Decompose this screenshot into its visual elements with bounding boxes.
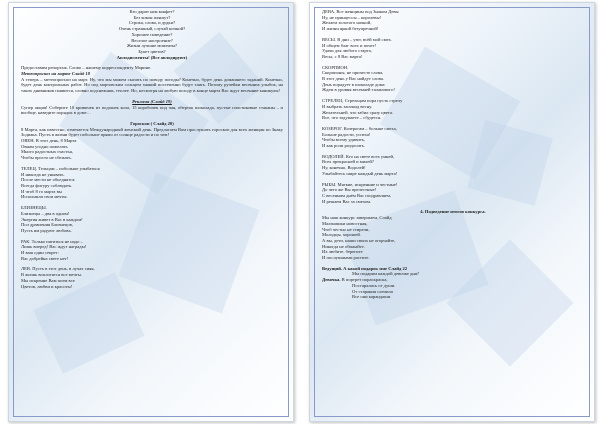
cancer-line: Вас добрейна свете нет! — [21, 255, 69, 261]
leo-line: Мы искренне Вам поем все — [21, 277, 75, 283]
cancer-line: РАК. Только пятиться не надо – — [21, 238, 83, 244]
taurus-line: После мести не обьеднятся — [21, 177, 75, 183]
taurus-line: И никогда не унывать. — [21, 171, 65, 177]
sagittarius-line: Желательней, что забил сразу цвета. — [322, 109, 394, 115]
weather-text: А теперь – метеопрогноз на март. Ну, что мы можем сказать по поводу погоды? Конечно, будет день домашнего заданий. Конечно, будет день контрольных работ. Но под мартовским солнцем знаний постепенно будут таять. Потому ручейки весенних улыбок, на таких днивников появится, словно подснежник, теплее. Но, несмотря на любую погоду в конце марта Вас ждут весенние каникулы! — [21, 76, 283, 94]
adv-heading: Реклама (Слайд 19) — [132, 98, 172, 104]
right-page-content — [322, 9, 584, 415]
contest-line: Никогда не обижайте. — [322, 243, 365, 249]
lead-subline: Мы подарим каждой девочке дня? — [352, 271, 419, 277]
contest-line: Молодцы, хорошей. — [322, 232, 362, 238]
aries-line: Чтобы просто не сбежать. — [21, 155, 72, 161]
cancer-line: И ваш один секрет: — [21, 250, 59, 256]
left-page — [8, 2, 294, 422]
taurus-line: ТЕЛЕЦ. Тельцам – побольше улыбаться — [21, 165, 100, 171]
lead-heading: Ведущий. А какой подарок мне Слайд 22 — [322, 265, 408, 271]
girl-line: Постарались от души. — [352, 282, 396, 288]
pisces-line: РЫБЫ. Мягкие, искренние и честные! — [322, 181, 398, 187]
virgo-line: И жизни яркой безупречной! — [322, 26, 379, 32]
capricorn-line: КОЗЕРОГ. Козерогам – больше смеха, — [322, 125, 397, 131]
gemini-line: Энергия живет в Вас в каждом! — [21, 216, 83, 222]
gemini-line: Пусть им радуют любовь. — [21, 227, 72, 233]
virgo-line: ДЕВА. Все женщины под Знаком Девы — [322, 9, 399, 14]
poem-line: Хорошее поведение? — [131, 31, 173, 37]
poem-line: Веселое настроение? — [131, 37, 173, 43]
capricorn-line: Чтобы всему удивить, — [322, 137, 366, 143]
scorpio-line: Ждем в уровня весенней таланового! — [322, 87, 395, 93]
taurus-line: Исполнили свои мечты. — [21, 194, 68, 200]
leo-line: ЛЕВ. Пусть в этот день, в лучах сияя, — [21, 266, 95, 272]
horoscope-text: 8 Марта, как известно, отмечается Международный женский день. Предлагаем Вам прослушать гороскоп для всех женщин по Знаку Зодиака. Пусть в жизни будет побольше прямо от солнце радости и по чем! — [21, 126, 283, 138]
adv-text: Супер акция! Соберите 10 кривичек из подошек кола, 15 коробочек под чая, оберток шоколада, пустые пластиковые стаканы – и вообще, наведите порядок в доме… — [21, 104, 283, 116]
leo-line: В жизнь воплотятся все мечты. — [21, 272, 83, 278]
scorpio-line: День порадует в шоколаде дома — [322, 81, 385, 87]
scorpio-line: В этот день у Вас найдут слова. — [322, 76, 385, 82]
contest-heading: 4. Подведение итогов конкурса. — [420, 209, 486, 215]
poem-line: Строка, слова, и дудки? — [128, 20, 176, 26]
leo-line: Цветов, любви и красоты! — [21, 283, 73, 289]
aquarius-line: ВОДОЛЕЙ. Кто на свете всех умней, — [322, 153, 395, 159]
aries-line: ОВЕН. В этот день, 8 Марта — [21, 138, 77, 144]
right-page — [309, 2, 595, 422]
gemini-line: Близнецы – два в одном! — [21, 210, 70, 216]
libra-line: Удачи для любого старта, — [322, 48, 372, 54]
horoscope-heading: Гороскоп ( Слайд 20) — [130, 120, 174, 126]
poem-answer: Аплодисменты! (Все аплодируют) — [116, 54, 188, 60]
contest-line: Мы наш конкурс завершаем, Слайд — [322, 215, 392, 221]
aquarius-line: Ну, конечно, Водолей! — [322, 165, 366, 171]
contest-line: И послушными растите. — [322, 255, 370, 261]
capricorn-line: Больше радости, успеха! — [322, 131, 371, 137]
scorpio-line: Скорпионы, не причесте слова, — [322, 70, 384, 76]
contest-line: Мальчишки новостная, — [322, 220, 368, 226]
reporter-line: Предоставим репортаж. Слово – нашему корреспонденту Марине. — [21, 65, 152, 71]
gemini-line: Пол дравления Близнецов, — [21, 222, 73, 228]
girl-line: В портрет пораскраска, — [341, 277, 388, 283]
pisces-line: С весенним днём Вас поздравляем, — [322, 192, 392, 198]
poem-line: Кто дарит нам конфет? — [129, 9, 175, 14]
girl-line: Все они карандаши. — [352, 294, 392, 300]
sagittarius-line: СТРЕЛЕЦ. Стрельцам пора пусть стрелу — [322, 98, 403, 104]
contest-line: Их любите, берегите — [322, 249, 363, 255]
contest-line: Чтоб честно не стирели, — [322, 226, 370, 232]
aries-line: Много радостных счастья, — [21, 149, 73, 155]
aquarius-line: Улыбайтесь шире каждый день марта! — [322, 170, 398, 176]
left-page-content — [21, 9, 283, 415]
capricorn-line: И как роли раздосить. — [322, 143, 366, 149]
virgo-line: Ну, не принцессы – королевы! — [322, 14, 382, 20]
poem-line: Букет цветов? — [138, 48, 166, 54]
poem-line: Без кокон пляшут? — [133, 14, 171, 20]
libra-line: И общем благ всех и почет! — [322, 42, 377, 48]
scorpio-line: СКОРПИОН. — [322, 64, 349, 70]
poem-line: Очень страшный, случай ночной? — [118, 26, 186, 32]
pisces-line: И решаем Вас за смехом. — [322, 198, 372, 204]
girl-label: Девочка. — [322, 277, 341, 283]
pisces-line: До чего же Вы прелестные! — [322, 187, 377, 193]
virgo-line: Желаем золотого начной, — [322, 20, 372, 26]
taurus-line: И чтоб 8 го марта вы — [21, 188, 62, 194]
cancer-line: Лишь вперед! Вас ждут награды! — [21, 244, 87, 250]
taurus-line: Всегда фигуру соблюдать. — [21, 182, 73, 188]
gemini-line: БЛИЗНЕЦЫ. — [21, 205, 47, 211]
libra-line: ВЕСЫ. В дни – уют, всёй мой смех. — [322, 36, 392, 42]
aries-line: Овнам угодно пожелать — [21, 143, 68, 149]
weather-heading: Метеопрогноз на марте Слайд 18 — [21, 71, 91, 77]
girl-line: От старания слепила — [352, 288, 393, 294]
aquarius-line: Всех прекрасней и милей? — [322, 159, 374, 165]
poem-line: Жизни лучшие моменты? — [126, 43, 178, 49]
sagittarius-line: И выбрать заоонид весну. — [322, 103, 373, 109]
sagittarius-line: Все, что задумаете – сбудется. — [322, 115, 382, 121]
contest-line: А вы, дети, наши своих не огорчайте, — [322, 237, 396, 243]
libra-line: Весы, с 8 Вас марта! — [322, 53, 363, 59]
